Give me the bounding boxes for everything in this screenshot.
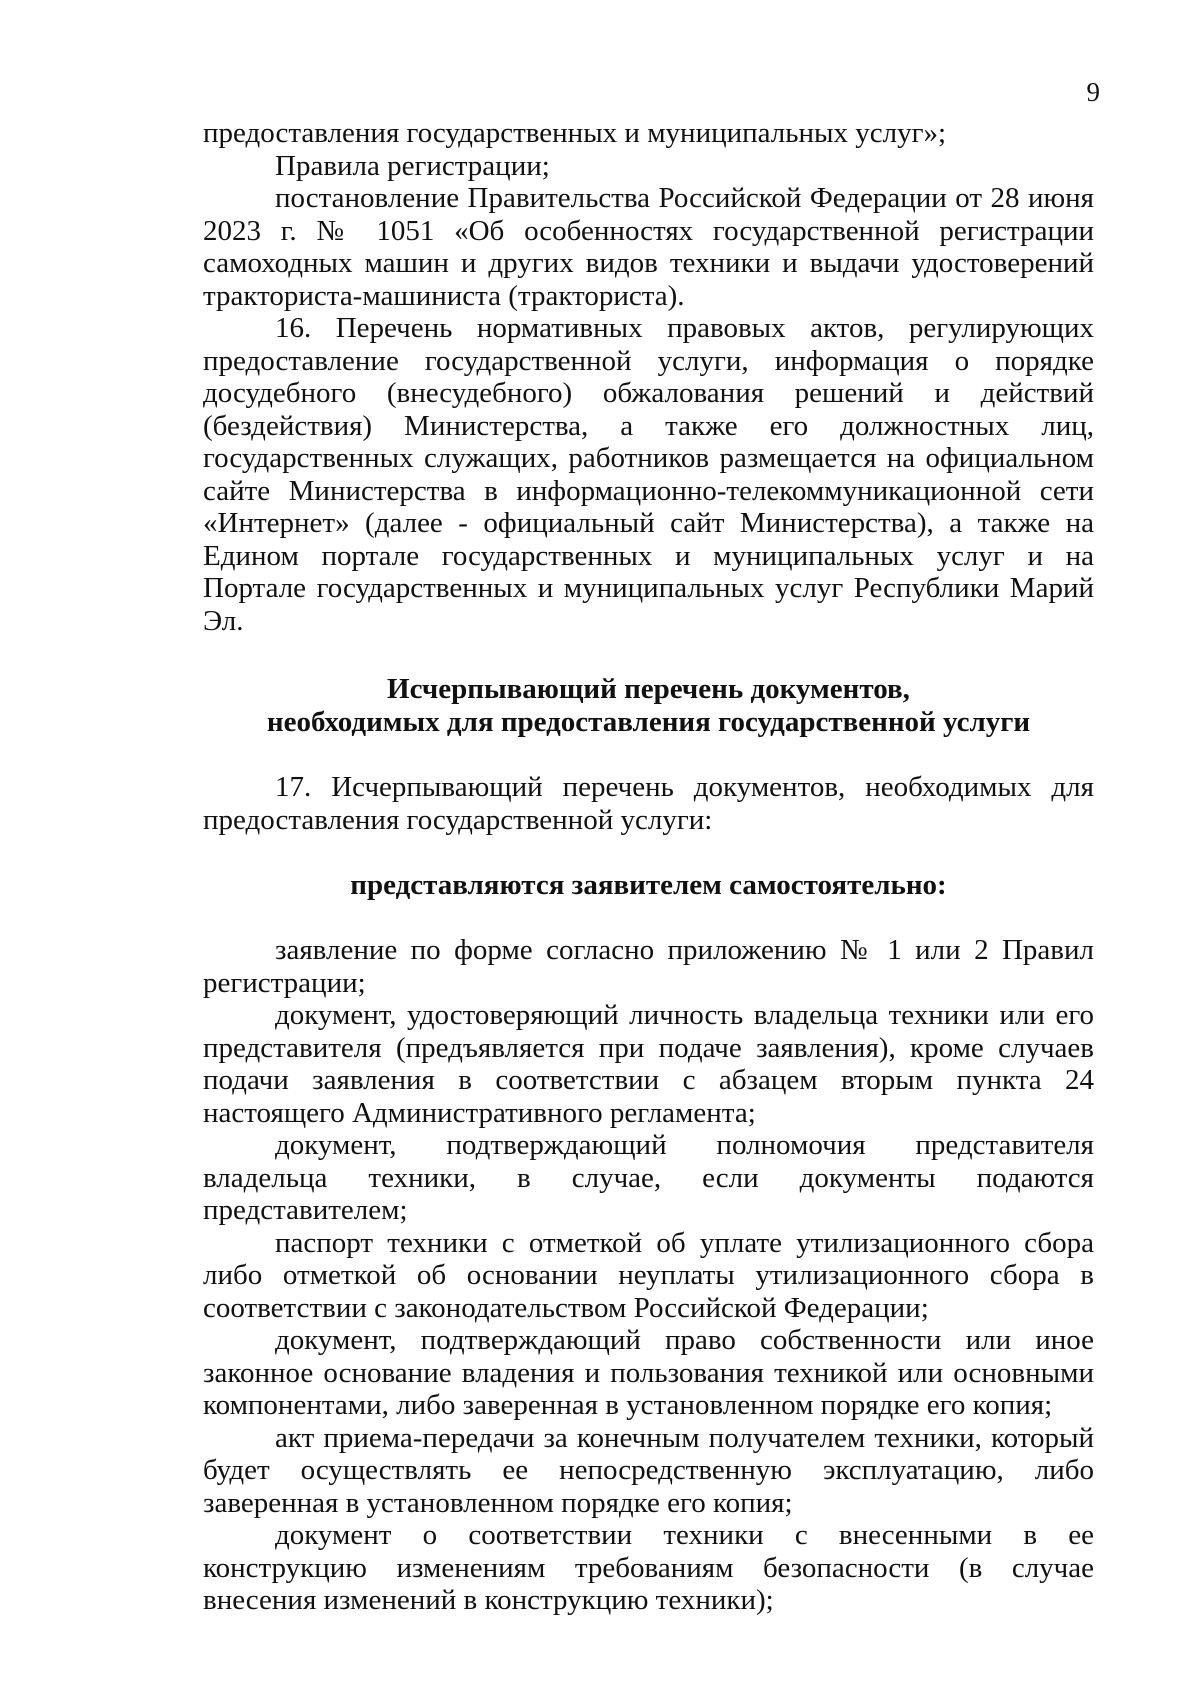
list-item: документ, подтверждающий право собственности или иное законное основание владения и пользования техникой или основными компонентами, либо заверенная в установленном порядке его копия; xyxy=(203,1324,1094,1421)
paragraph-registration-rules: Правила регистрации; xyxy=(275,149,550,182)
item-17-block xyxy=(203,771,1094,836)
paragraph-item-16: 16. Перечень нормативных правовых актов, регулирующих предоставление государственной услуги, информация о порядке досудебного (внесудебного) обжалования решений и действий (бездействия) Министерства, а также его должностных лиц, государственных служащих, работников размещается на официальном сайте Министерства в информационно-телекоммуникационной сети «Интернет» (далее - официальный сайт Министерства), а также на Едином портале государственных и муниципальных услуг и на Портале государственных и муниципальных услуг Республики Марий Эл. xyxy=(203,312,1094,637)
list-item: документ о соответствии техники с внесенными в ее конструкцию изменениям требованиям безопасности (в случае внесения изменений в конструкцию техники); xyxy=(203,1519,1094,1616)
section-heading xyxy=(203,673,1094,738)
subheading: представляются заявителем самостоятельно: xyxy=(350,869,947,901)
intro-block xyxy=(203,117,1094,637)
page-number: 9 xyxy=(1086,77,1100,107)
section-heading-line-2: необходимых для предоставления государственной услуги xyxy=(266,705,1031,738)
paragraph-continuation: предоставления государственных и муниципальных услуг»; xyxy=(203,117,947,149)
section-heading-line-1: Исчерпывающий перечень документов, xyxy=(387,673,910,705)
list-item: документ, удостоверяющий личность владельца техники или его представителя (предъявляется при подаче заявления), кроме случаев подачи заявления в соответствии с абзацем вторым пункта 24 настоящего Административного регламента; xyxy=(203,999,1094,1129)
list-item: документ, подтверждающий полномочия представителя владельца техники, в случае, если документы подаются представителем; xyxy=(203,1129,1094,1226)
paragraph-item-17: 17. Исчерпывающий перечень документов, необходимых для предоставления государственной услуги: xyxy=(203,771,1094,836)
list-item: паспорт техники с отметкой об уплате утилизационного сбора либо отметкой об основании неуплаты утилизационного сбора в соответствии с законодательством Российской Федерации; xyxy=(203,1226,1094,1324)
documents-list xyxy=(203,934,1094,1617)
paragraph-government-decree: постановление Правительства Российской Федерации от 28 июня 2023 г. № 1051 «Об особенностях государственной регистрации самоходных машин и других видов техники и выдачи удостоверений тракториста-машиниста (тракториста). xyxy=(203,182,1094,312)
list-item: акт приема-передачи за конечным получателем техники, который будет осуществлять ее непосредственную эксплуатацию, либо заверенная в установленном порядке его копия; xyxy=(203,1421,1094,1519)
list-item: заявление по форме согласно приложению № 1 или 2 Правил регистрации; xyxy=(203,934,1094,999)
